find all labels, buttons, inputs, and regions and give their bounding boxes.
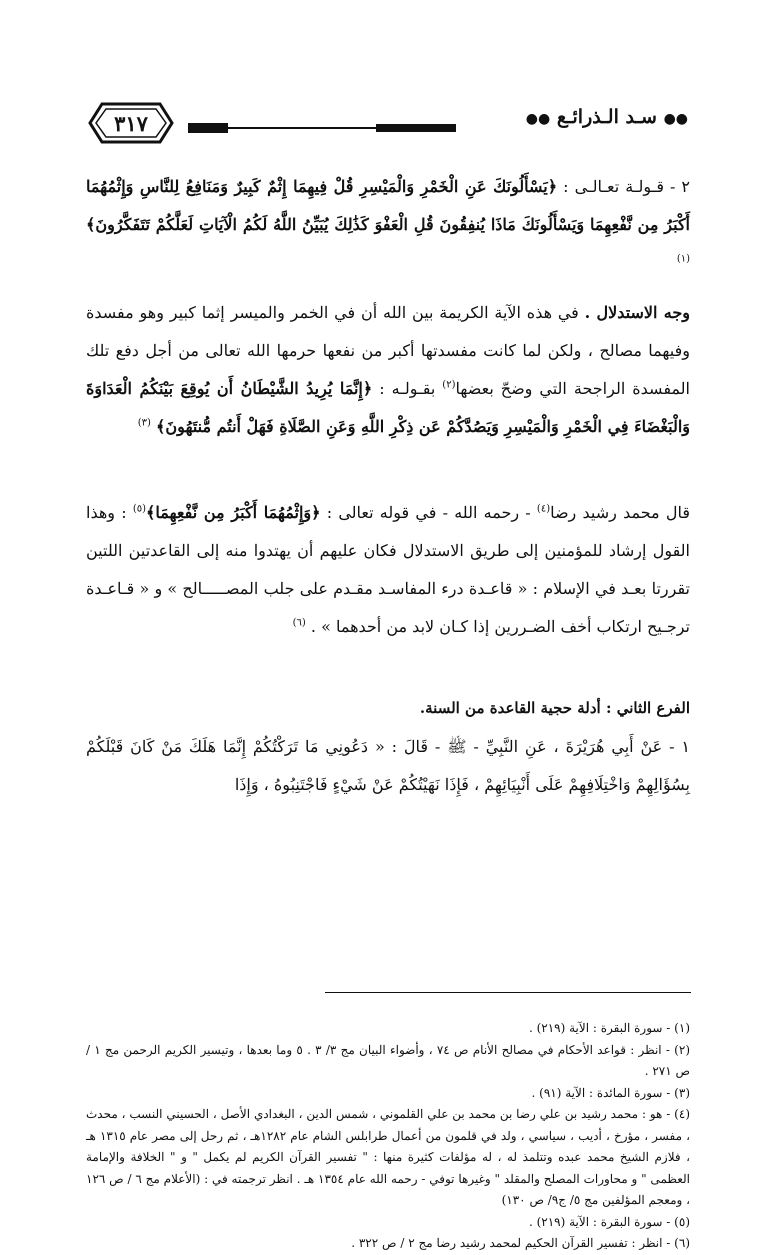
chapter-title: سـد الـذرائـع [556, 106, 657, 128]
item-lead: ٢ - قـولـة تعـالـى : [563, 177, 691, 196]
ornament-dots-icon: ●● [663, 111, 688, 127]
quran-verse: ﴿وَإِثْمُهُمَا أَكْبَرُ مِن نَّفْعِهِمَا﴾ [146, 503, 321, 522]
inference-label: وجه الاستدلال . [584, 303, 691, 322]
running-header [88, 100, 688, 148]
paragraph-verse-1 [86, 168, 690, 284]
header-rule-thick [188, 123, 228, 133]
paragraph-quote [86, 494, 690, 686]
quote-text: - رحمه الله - في قوله تعالى : [326, 503, 531, 522]
footnote: (٤) - هو : محمد رشيد بن علي رضا بن محمد بن علي القلموني ، شمس الدين ، البغدادي الأصل ، الحسيني النسب ، محدث ، مفسر ، مؤرخ ، أديب ، سياسي ، ولد في قلمون من أعمال طرابلس الشام عام ١٢٨٢هـ ، ثم رحل إلى مصر عام ١٣١٥ هـ ، فلازم الشيخ محمد عبده وتتلمذ له ، له مؤلفات كثيرة منها : " تفسير القرآن الكريم لم يكمل " و " الخلافة والإمامة العظمى " و محاورات المصلح والمقلد " وغيرها توفي - رحمه الله عام ١٣٥٤ هـ . انظر ترجمته في : (الأعلام مج ٦ / ص ١٢٦ ، ومعجم المؤلفين مج ٥/ ج٩/ ص ١٣٠) [86, 1107, 690, 1207]
quote-text: قال محمد رشيد رضا [550, 503, 690, 522]
page-number-frame [88, 100, 174, 146]
inference-text: بقـولـه : [379, 379, 436, 398]
main-text [86, 168, 690, 808]
footnote-divider [325, 992, 691, 993]
quran-verse: ﴿إِنَّمَا يُرِيدُ الشَّيْطَانُ أَن يُوقِعَ بَيْنَكُمُ الْعَدَاوَةَ وَالْبَغْضَاءَ فِي الْخَمْرِ وَالْمَيْسِرِ وَيَصُدَّكُمْ عَن ذِكْرِ اللَّهِ وَعَنِ الصَّلَاةِ فَهَلْ أَنتُم مُّنتَهُونَ﴾ [86, 379, 690, 436]
inference-text: في هذه الآية الكريمة بين الله أن في الخمر والميسر إثما كبير وهو مفسدة وفيهما مصالح ، ولكن لما كانت مفسدتها أكبر من نفعها حرمها الله تعالى من أجل دفع تلك المفسدة الراجحة التي وضحّ بعضها [86, 303, 690, 398]
running-title [526, 106, 688, 128]
footnote-ref: (٢) [442, 379, 456, 391]
footnote-ref: (٥) [132, 503, 147, 515]
footnote: (١) - سورة البقرة : الآية (٢١٩) . [528, 1021, 690, 1035]
page-number: ٣١٧ [114, 110, 148, 136]
footnote-ref: (٦) [292, 617, 306, 629]
paragraph-hadith: ١ - عَنْ أَبِي هُرَيْرَةَ ، عَنِ النَّبِيِّ - ﷺ - قَالَ : « دَعُونِي مَا تَرَكْتُكُمْ إِنَّمَا هَلَكَ مَنْ كَانَ قَبْلَكُمْ بِسُؤَالِهِمْ وَاخْتِلَافِهِمْ عَلَى أَنْبِيَائِهِمْ ، فَإِذَا نَهَيْتُكُمْ عَنْ شَيْءٍ فَاجْتَنِبُوهُ ، وَإِذَا [86, 737, 690, 794]
paragraph-inference [86, 294, 690, 484]
section-heading: الفرع الثاني : أدلة حجية القاعدة من السنة. [419, 699, 690, 717]
quran-verse: ﴿يَسْأَلُونَكَ عَنِ الْخَمْرِ وَالْمَيْسِرِ قُلْ فِيهِمَا إِثْمٌ كَبِيرٌ وَمَنَافِعُ لِلنَّاسِ وَإِثْمُهُمَا أَكْبَرُ مِن نَّفْعِهِمَا وَيَسْأَلُونَكَ مَاذَا يُنفِقُونَ قُلِ الْعَفْوَ كَذَٰلِكَ يُبَيِّنُ اللَّهُ لَكُمُ الْآيَاتِ لَعَلَّكُمْ تَتَفَكَّرُونَ﴾ [86, 177, 690, 234]
footnote-ref: (٣) [137, 417, 151, 429]
footnote-ref: (١) [676, 253, 690, 265]
ornament-dots-icon: ●● [525, 111, 551, 127]
footnote: (٥) - سورة البقرة : الآية (٢١٩) . [528, 1214, 690, 1229]
footnote-ref: (٤) [536, 503, 551, 515]
footnote: (٢) - انظر : قواعد الأحكام في مصالح الأنام ص ٧٤ ، وأضواء البيان مج ٣/ ٣ . ٥ وما بعدها ، وتيسير الكريم الرحمن مج ١ / ص ٢٧١ . [86, 1042, 691, 1078]
footnote: (٦) - انظر : تفسير القرآن الحكيم لمحمد رشيد رضا مج ٢ / ص ٣٢٢ . [351, 1236, 690, 1250]
footnote: (٣) - سورة المائدة : الآية (٩١) . [531, 1085, 690, 1100]
quote-text: : وهذا القول إرشاد للمؤمنين إلى طريق الاستدلال فكان عليهم أن يهتدوا منه إلى القاعدتين اللتين تقررتا بعـد في الإسلام : « قاعـدة درء المفاسـد مقـدم على جلب المصـــــالح » و « قـاعـدة ترجـيح ارتكاب أخف الضـررين إذا كـان لابد من أحدهما » . [86, 503, 690, 636]
footnotes [86, 1018, 690, 1255]
